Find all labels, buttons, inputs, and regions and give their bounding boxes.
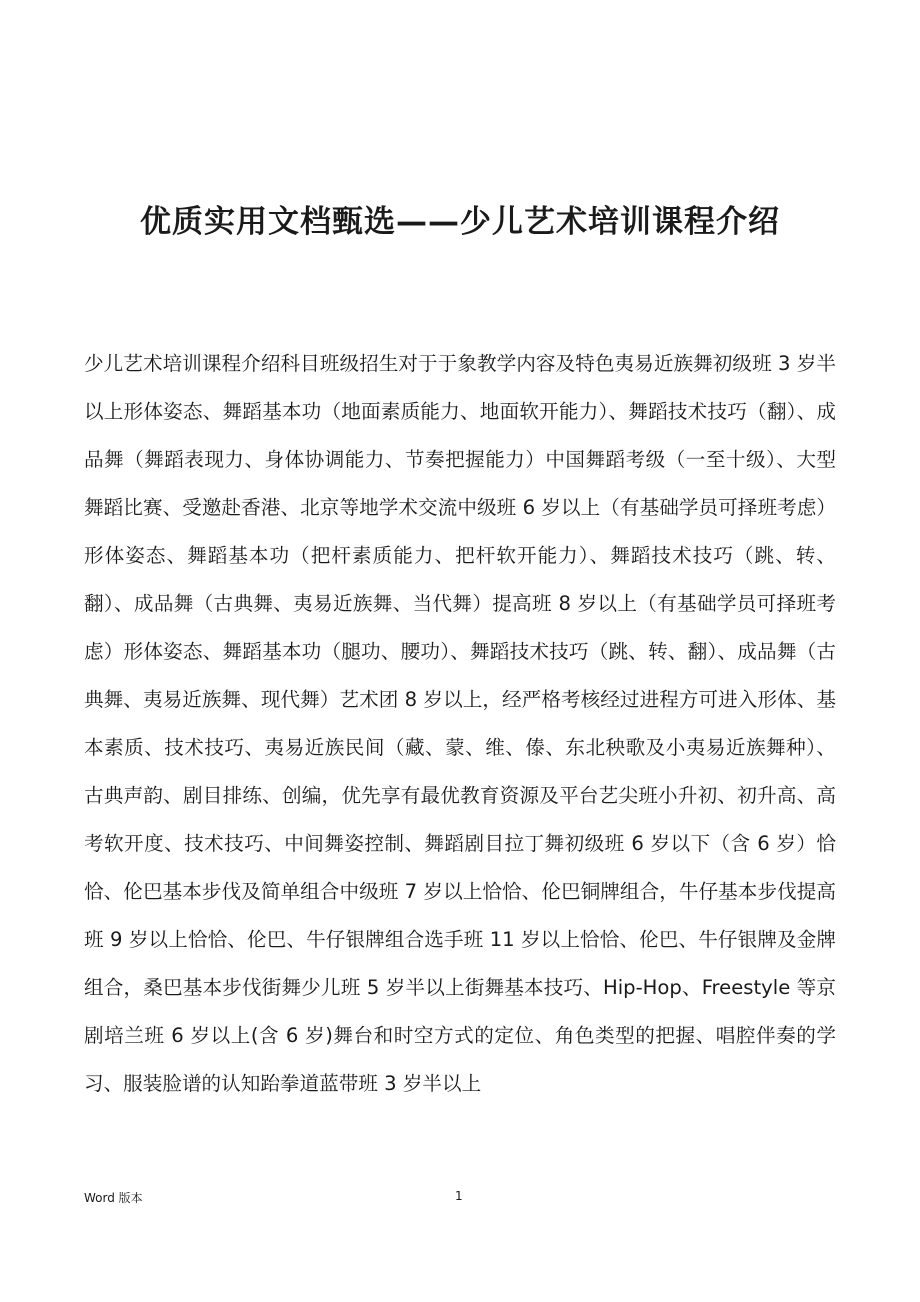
document-title: 优质实用文档甄选——少儿艺术培训课程介绍 bbox=[140, 204, 780, 240]
document-body-paragraph: 少儿艺术培训课程介绍科目班级招生对于于象教学内容及特色夷易近族舞初级班 3 岁半以上形体姿态、舞蹈基本功（地面素质能力、地面软开能力）、舞蹈技术技巧（翻）、成品舞（舞蹈表现力、身体协调能力、节奏把握能力）中国舞蹈考级（一至十级）、大型舞蹈比赛、受邀赴香港、北京等地学术交流中级班 6 岁以上（有基础学员可择班考虑）形体姿态、舞蹈基本功（把杆素质能力、把杆软开能力）、舞蹈技术技巧（跳、转、翻）、成品舞（古典舞、夷易近族舞、当代舞）提高班 8 岁以上（有基础学员可择班考虑）形体姿态、舞蹈基本功（腿功、腰功）、舞蹈技术技巧（跳、转、翻）、成品舞（古典舞、夷易近族舞、现代舞）艺术团 8 岁以上，经严格考核经过进程方可进入形体、基本素质、技术技巧、夷易近族民间（藏、蒙、维、傣、东北秧歌及小夷易近族舞种）、古典声韵、剧目排练、创编，优先享有最优教育资源及平台艺尖班小升初、初升高、高考软开度、技术技巧、中间舞姿控制、舞蹈剧目拉丁舞初级班 6 岁以下（含 6 岁）恰恰、伦巴基本步伐及简单组合中级班 7 岁以上恰恰、伦巴铜牌组合，牛仔基本步伐提高班 9 岁以上恰恰、伦巴、牛仔银牌组合选手班 11 岁以上恰恰、伦巴、牛仔银牌及金牌组合，桑巴基本步伐街舞少儿班 5 岁半以上街舞基本技巧、Hip-Hop、Freestyle 等京剧培兰班 6 岁以上(含 6 岁)舞台和时空方式的定位、角色类型的把握、唱腔伴奏的学习、服装脸谱的认知跆拳道蓝带班 3 岁半以上 bbox=[84, 352, 836, 1095]
footer-page-number: 1 bbox=[455, 1189, 463, 1203]
footer-version-label: Word 版本 bbox=[84, 1191, 143, 1205]
